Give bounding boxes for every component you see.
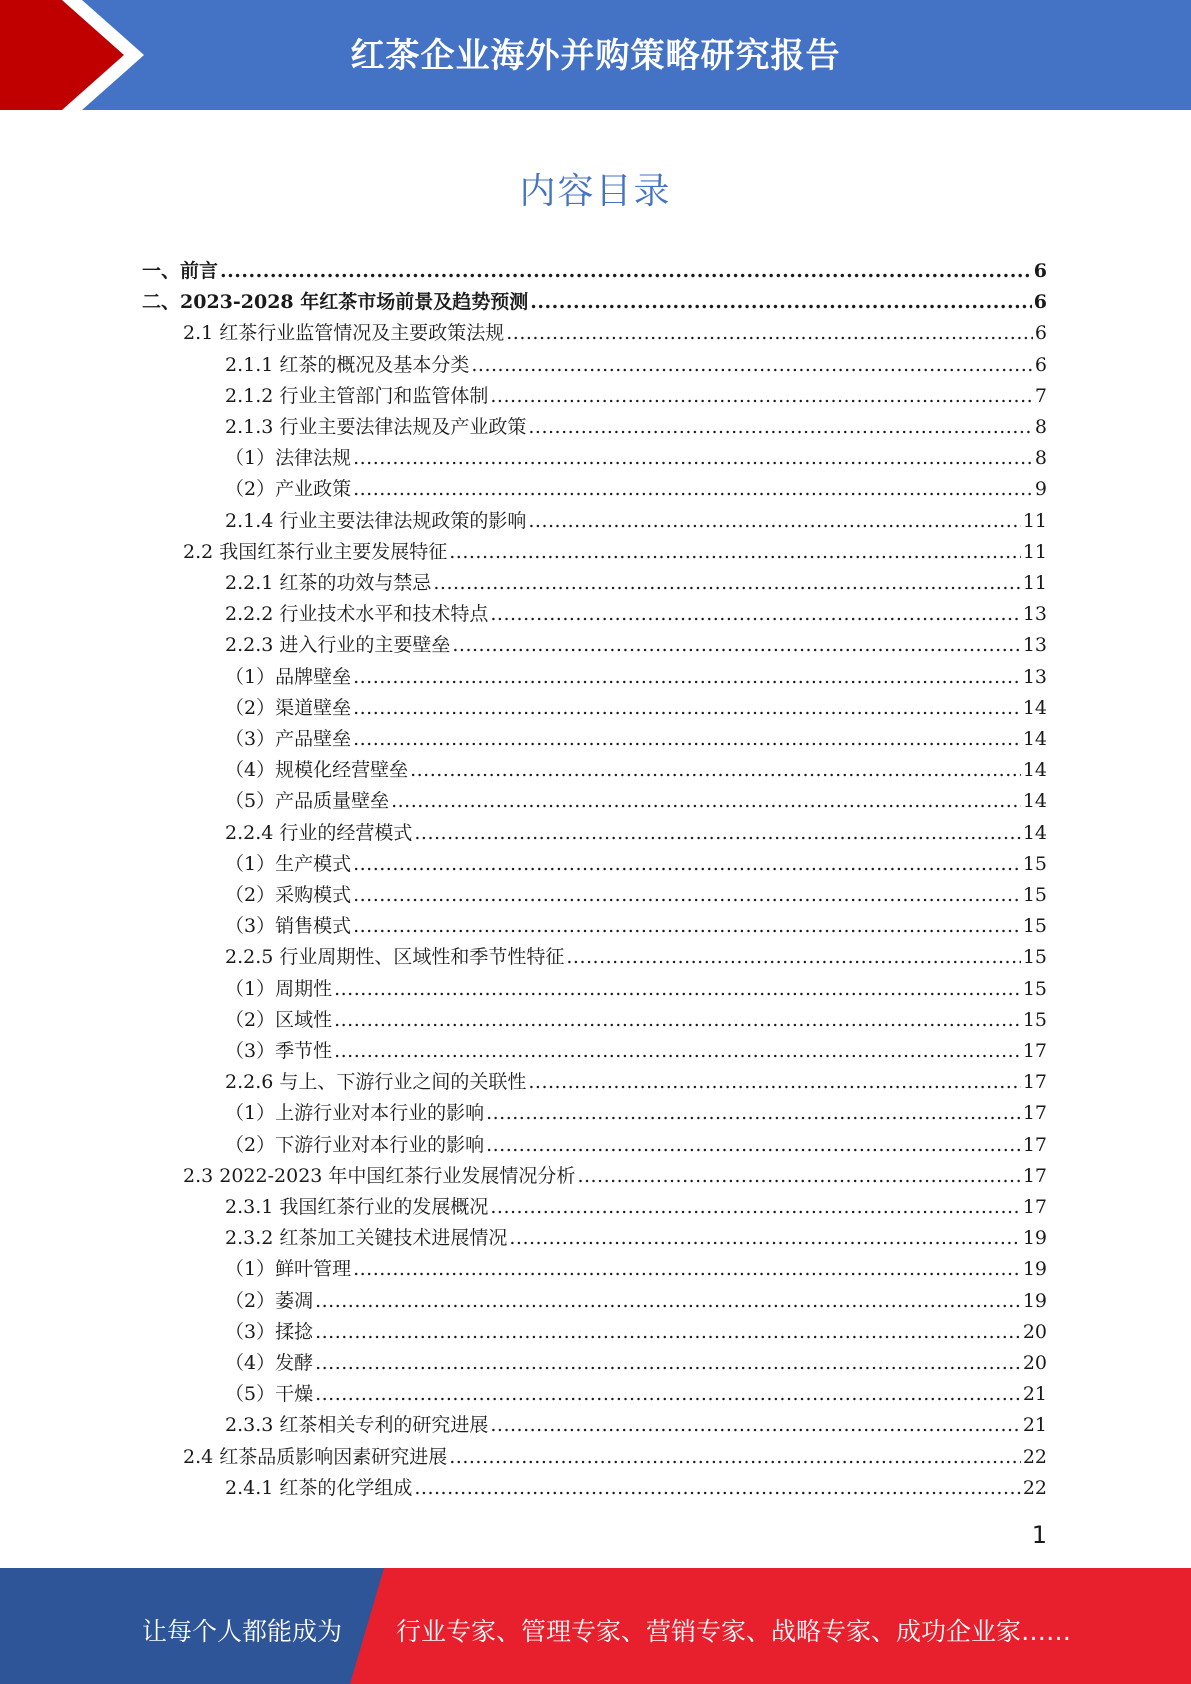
toc-entry[interactable] [225, 1348, 1047, 1379]
toc-entry[interactable] [225, 849, 1047, 880]
toc-entry-page: 8 [1034, 416, 1047, 438]
toc-entry[interactable] [225, 599, 1047, 630]
toc-entry-label: （2）采购模式 [225, 884, 352, 906]
toc-entry-label: 2.3.2 红茶加工关键技术进展情况 [225, 1227, 508, 1250]
toc-dot-leader [220, 256, 1032, 287]
toc-dot-leader [566, 942, 1020, 973]
toc-entry-page: 11 [1022, 572, 1047, 594]
toc-entry-page: 22 [1022, 1445, 1047, 1468]
toc-dot-leader [315, 1286, 1021, 1317]
toc-entry[interactable] [225, 1036, 1047, 1067]
toc-entry[interactable] [225, 1254, 1047, 1285]
toc-entry[interactable] [225, 1223, 1047, 1254]
toc-entry-label: （1）品牌壁垒 [225, 665, 352, 688]
toc-entry[interactable] [225, 381, 1047, 412]
toc-entry[interactable] [225, 1130, 1047, 1161]
toc-entry-page: 19 [1022, 1289, 1047, 1312]
toc-entry-label: 2.2.2 行业技术水平和技术特点 [225, 603, 489, 626]
toc-dot-leader [410, 755, 1021, 786]
toc-entry-page: 14 [1022, 759, 1047, 782]
toc-entry-label: （2）下游行业对本行业的影响 [225, 1133, 485, 1156]
toc-entry-label: 2.2.6 与上、下游行业之间的关联性 [225, 1071, 527, 1094]
toc-dot-leader [334, 974, 1021, 1005]
toc-dot-leader [414, 818, 1020, 849]
toc-entry-page: 6 [1034, 322, 1047, 345]
toc-entry-page: 21 [1022, 1414, 1047, 1437]
toc-entry[interactable] [225, 662, 1047, 693]
toc-entry-page: 7 [1034, 384, 1047, 407]
toc-entry-page: 6 [1033, 260, 1047, 282]
toc-entry-page: 9 [1034, 478, 1047, 501]
toc-entry-page: 14 [1022, 728, 1047, 750]
toc-entry[interactable] [225, 818, 1047, 849]
toc-entry-page: 13 [1022, 665, 1047, 688]
toc-entry-label: （1）鲜叶管理 [225, 1258, 352, 1281]
toc-entry-label: 2.3.1 我国红茶行业的发展概况 [225, 1196, 489, 1218]
toc-entry-page: 11 [1022, 509, 1047, 532]
toc-entry-page: 15 [1022, 852, 1047, 875]
toc-entry-page: 13 [1022, 603, 1047, 626]
toc-entry[interactable] [183, 1442, 1047, 1473]
page-footer [0, 1568, 1191, 1684]
toc-entry[interactable] [225, 1286, 1047, 1317]
toc-dot-leader [433, 568, 1020, 599]
toc-entry-page: 17 [1022, 1164, 1047, 1187]
toc-entry-page: 17 [1022, 1071, 1047, 1094]
toc-entry-page: 6 [1034, 353, 1047, 376]
toc-dot-leader [353, 849, 1021, 880]
toc-entry-page: 15 [1022, 977, 1047, 1000]
toc-entry[interactable] [225, 1005, 1047, 1036]
toc-dot-leader [315, 1317, 1021, 1348]
toc-entry-page: 17 [1022, 1040, 1047, 1062]
toc-entry-page: 20 [1022, 1320, 1047, 1343]
toc-entry-label: 二、2023-2028 年红茶市场前景及趋势预测 [142, 291, 529, 314]
toc-entry-page: 6 [1033, 291, 1047, 314]
toc-entry[interactable] [225, 568, 1047, 599]
toc-entry[interactable] [225, 911, 1047, 942]
toc-entry[interactable] [225, 974, 1047, 1005]
toc-entry-page: 8 [1034, 447, 1047, 470]
toc-entry-label: 2.1.2 行业主管部门和监管体制 [225, 384, 489, 407]
toc-entry[interactable] [225, 755, 1047, 786]
toc-entry-label: （3）季节性 [225, 1040, 333, 1062]
toc-entry-page: 15 [1022, 884, 1047, 906]
toc-entry-label: （1）法律法规 [225, 447, 352, 470]
toc-dot-leader [353, 880, 1021, 911]
toc-entry[interactable] [225, 1098, 1047, 1129]
toc-entry[interactable] [225, 693, 1047, 724]
toc-dot-leader [490, 599, 1020, 630]
toc-entry[interactable] [225, 1410, 1047, 1441]
toc-entry[interactable] [225, 506, 1047, 537]
toc-entry-page: 21 [1022, 1383, 1047, 1406]
toc-dot-leader [315, 1379, 1021, 1410]
toc-entry[interactable] [225, 786, 1047, 817]
toc-entry-page: 17 [1022, 1133, 1047, 1156]
toc-entry-label: 2.1.4 行业主要法律法规政策的影响 [225, 509, 527, 532]
toc-entry[interactable] [225, 1317, 1047, 1348]
toc-dot-leader [391, 786, 1021, 817]
toc-entry-label: （2）区域性 [225, 1008, 333, 1031]
toc-entry-page: 11 [1022, 540, 1047, 563]
toc-dot-leader [528, 412, 1033, 443]
toc-entry-label: 2.2.4 行业的经营模式 [225, 821, 413, 844]
toc-entry-label: （3）产品壁垒 [225, 728, 352, 750]
toc-dot-leader [528, 506, 1020, 537]
toc-entry-label: （4）规模化经营壁垒 [225, 759, 409, 782]
toc-dot-leader [414, 1473, 1020, 1504]
toc-dot-leader [353, 662, 1021, 693]
page-number: 1 [1031, 1521, 1047, 1549]
toc-entry[interactable] [225, 1192, 1047, 1223]
toc-entry-label: 2.4.1 红茶的化学组成 [225, 1476, 413, 1499]
toc-dot-leader [490, 1192, 1020, 1223]
toc-entry-label: 2.2 我国红茶行业主要发展特征 [183, 540, 448, 563]
toc-entry-page: 13 [1022, 634, 1047, 657]
toc-entry-label: （3）揉捻 [225, 1320, 314, 1343]
toc-entry[interactable] [225, 1473, 1047, 1504]
toc-dot-leader [490, 1410, 1020, 1441]
page-header [0, 0, 1191, 110]
toc-entry[interactable] [225, 880, 1047, 911]
report-title: 红茶企业海外并购策略研究报告 [350, 36, 841, 76]
toc-entry-label: 2.3.3 红茶相关专利的研究进展 [225, 1414, 489, 1437]
toc-entry-page: 15 [1022, 915, 1047, 938]
toc-entry-page: 17 [1022, 1196, 1047, 1218]
footer-slogan-left: 让每个人都能成为 [142, 1617, 343, 1646]
toc-entry-page: 19 [1022, 1258, 1047, 1281]
toc-entry-label: （5）产品质量壁垒 [225, 790, 390, 813]
toc-dot-leader [452, 630, 1020, 661]
toc-entry-page: 17 [1022, 1102, 1047, 1125]
toc-entry-label: 2.3 2022-2023 年中国红茶行业发展情况分析 [183, 1164, 576, 1187]
toc-entry[interactable] [225, 412, 1047, 443]
toc-entry-label: 2.1 红茶行业监管情况及主要政策法规 [183, 322, 505, 345]
toc-entry-page: 14 [1022, 821, 1047, 844]
footer-slogan-right: 行业专家、管理专家、营销专家、战略专家、成功企业家…… [396, 1617, 1072, 1646]
toc-dot-leader [506, 318, 1033, 349]
toc-entry[interactable] [225, 350, 1047, 381]
toc-entry-label: 2.1.1 红茶的概况及基本分类 [225, 353, 470, 376]
toc-dot-leader [353, 443, 1033, 474]
toc-entry-label: （1）上游行业对本行业的影响 [225, 1102, 485, 1125]
toc-dot-leader [334, 1005, 1021, 1036]
toc-entry-page: 15 [1022, 1008, 1047, 1031]
toc-entry-label: （1）周期性 [225, 977, 333, 1000]
toc-dot-leader [334, 1036, 1021, 1067]
toc-dot-leader [509, 1223, 1020, 1254]
toc-heading: 内容目录 [519, 171, 672, 212]
toc-dot-leader [315, 1348, 1021, 1379]
toc-entry-page: 14 [1022, 790, 1047, 813]
toc-entry-label: （3）销售模式 [225, 915, 352, 938]
toc-entry[interactable] [142, 256, 1047, 287]
toc-dot-leader [449, 1442, 1021, 1473]
toc-entry[interactable] [225, 942, 1047, 973]
toc-entry-label: （1）生产模式 [225, 852, 352, 875]
toc-dot-leader [353, 911, 1021, 942]
toc-entry[interactable] [183, 1161, 1047, 1192]
toc-entry-label: （2）渠道壁垒 [225, 696, 352, 719]
toc-dot-leader [353, 474, 1033, 505]
toc-entry-label: （5）干燥 [225, 1383, 314, 1406]
toc-entry-label: 2.2.5 行业周期性、区域性和季节性特征 [225, 946, 565, 969]
toc-entry-label: （4）发酵 [225, 1352, 314, 1374]
toc-entry[interactable] [225, 474, 1047, 505]
toc-dot-leader [449, 537, 1021, 568]
toc-entry[interactable] [183, 318, 1047, 349]
toc-entry[interactable] [225, 1379, 1047, 1410]
toc-entry-label: 2.2.1 红茶的功效与禁忌 [225, 572, 432, 594]
toc-entry-label: （2）产业政策 [225, 478, 352, 501]
toc-dot-leader [486, 1130, 1021, 1161]
toc-dot-leader [528, 1067, 1020, 1098]
toc-entry[interactable] [225, 443, 1047, 474]
toc-entry[interactable] [142, 287, 1047, 318]
toc-dot-leader [353, 693, 1021, 724]
toc-entry-page: 14 [1022, 696, 1047, 719]
toc-dot-leader [577, 1161, 1020, 1192]
toc-entry-page: 22 [1022, 1476, 1047, 1499]
toc-entry-page: 15 [1022, 946, 1047, 969]
toc-dot-leader [353, 1254, 1021, 1285]
toc-dot-leader [486, 1098, 1021, 1129]
toc-dot-leader [353, 724, 1021, 755]
toc-entry[interactable] [225, 1067, 1047, 1098]
toc-entry[interactable] [183, 537, 1047, 568]
toc-entry-label: 2.2.3 进入行业的主要壁垒 [225, 634, 451, 657]
toc-entry-label: 2.4 红茶品质影响因素研究进展 [183, 1445, 448, 1468]
toc-dot-leader [471, 350, 1033, 381]
toc-dot-leader [490, 381, 1033, 412]
toc-entry[interactable] [225, 630, 1047, 661]
toc-dot-leader [530, 287, 1032, 318]
toc-entry-label: 一、前言 [142, 260, 219, 282]
toc-entry-page: 20 [1022, 1352, 1047, 1374]
toc-entry-label: （2）萎凋 [225, 1289, 314, 1312]
toc-entry-page: 19 [1022, 1227, 1047, 1250]
toc-entry-label: 2.1.3 行业主要法律法规及产业政策 [225, 416, 527, 438]
toc-entry[interactable] [225, 724, 1047, 755]
